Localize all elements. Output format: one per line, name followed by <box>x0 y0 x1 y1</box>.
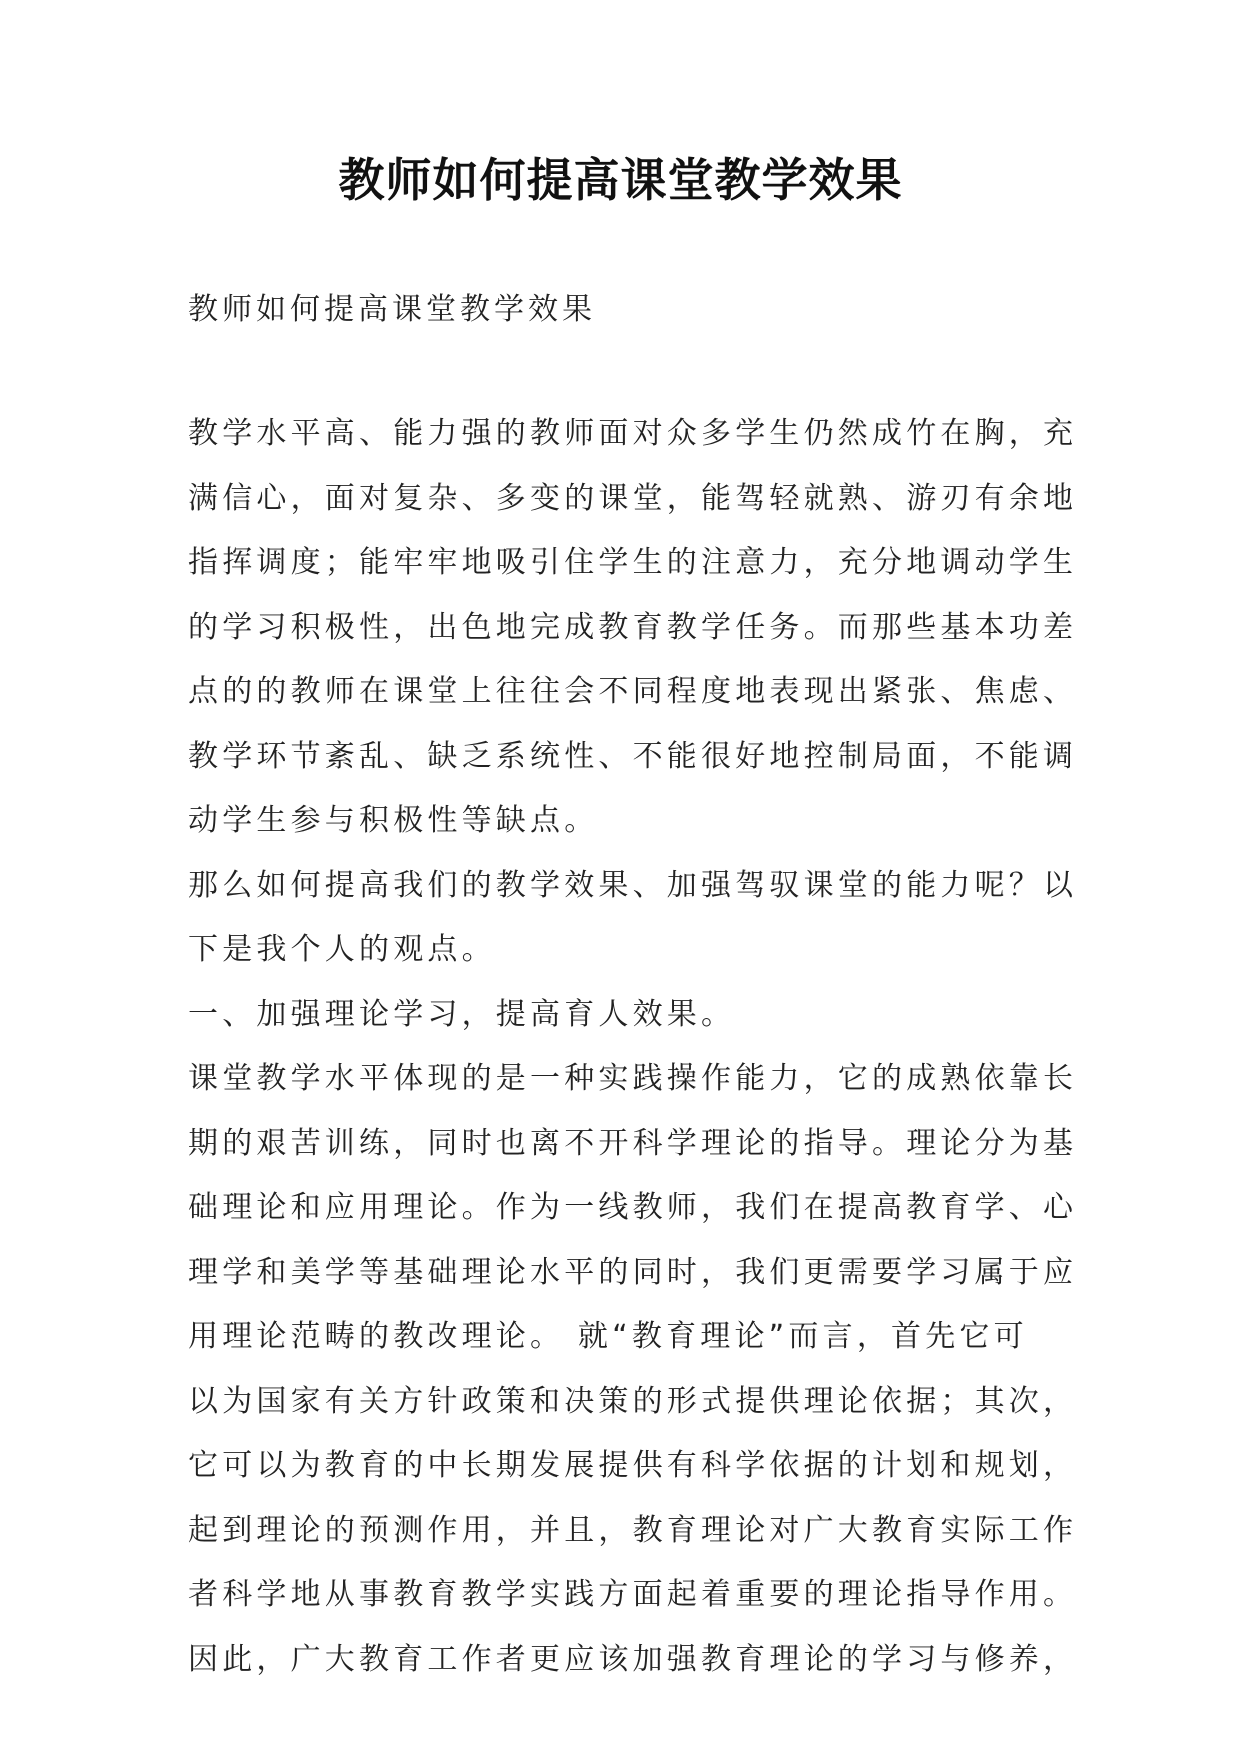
document-subtitle: 教师如何提高课堂教学效果 <box>188 292 596 327</box>
text-line: 那么如何提高我们的教学效果、加强驾驭课堂的能力呢？以 <box>188 867 1078 903</box>
text-line: 满信心，面对复杂、多变的课堂，能驾轻就熟、游刃有余地 <box>188 480 1078 516</box>
text-line: 它可以为教育的中长期发展提供有科学依据的计划和规划， <box>188 1448 1078 1483</box>
text-line: 起到理论的预测作用，并且，教育理论对广大教育实际工作 <box>188 1512 1078 1548</box>
text-line: 的学习积极性，出色地完成教育教学任务。而那些基本功差 <box>188 609 1078 645</box>
text-line: 指挥调度；能牢牢地吸引住学生的注意力，充分地调动学生 <box>188 545 1078 580</box>
text-line: 教学水平高、能力强的教师面对众多学生仍然成竹在胸，充 <box>188 416 1078 451</box>
text-line: 础理论和应用理论。作为一线教师，我们在提高教育学、心 <box>188 1190 1078 1225</box>
text-line: 因此，广大教育工作者更应该加强教育理论的学习与修养， <box>188 1641 1078 1677</box>
body-text <box>188 402 1078 1692</box>
page-title: 教师如何提高课堂教学效果 <box>338 153 903 207</box>
text-line: 教学环节紊乱、缺乏系统性、不能很好地控制局面，不能调 <box>188 738 1078 774</box>
section-heading: 一、加强理论学习，提高育人效果。 <box>188 996 736 1032</box>
text-line: 期的艰苦训练，同时也离不开科学理论的指导。理论分为基 <box>188 1125 1078 1161</box>
text-line: 下是我个人的观点。 <box>188 932 496 967</box>
text-line: 以为国家有关方针政策和决策的形式提供理论依据；其次， <box>188 1383 1078 1419</box>
text-line: 者科学地从事教育教学实践方面起着重要的理论指导作用。 <box>188 1577 1078 1612</box>
text-line: 动学生参与积极性等缺点。 <box>188 803 599 838</box>
text-line: 理学和美学等基础理论水平的同时，我们更需要学习属于应 <box>188 1254 1078 1290</box>
text-line: 点的的教师在课堂上往往会不同程度地表现出紧张、焦虑、 <box>188 674 1078 709</box>
text-line: 用理论范畴的教改理论。 就“教育理论”而言，首先它可 <box>188 1319 1028 1354</box>
text-line: 课堂教学水平体现的是一种实践操作能力，它的成熟依靠长 <box>188 1061 1078 1096</box>
